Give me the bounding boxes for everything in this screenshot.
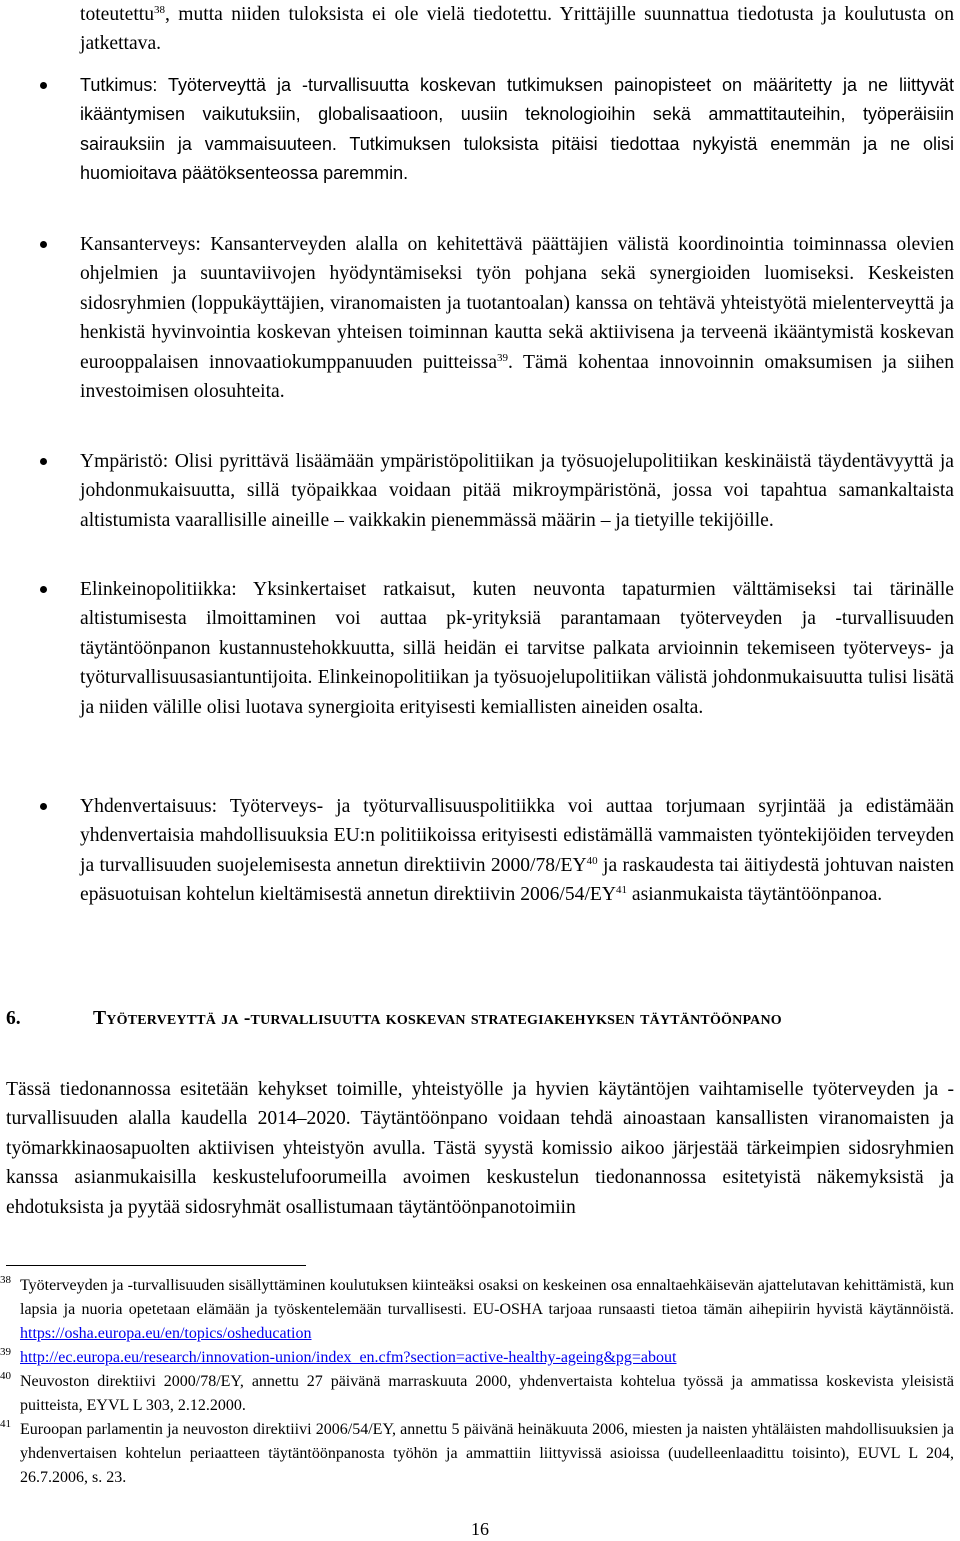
bullet-industry	[80, 575, 954, 722]
public-health-text: Kansanterveys: Kansanterveyden alalla on kehitettävä päättäjien välistä koordinointia toiminnassa olevien ohjelmien ja suuntaviivojen hyödyntämiseksi työn pohjana sekä synergioiden luomiseksi. Keskeisten sidosryhmien (loppukäyttäjien, viranomaisten ja tuotantoalan) kanssa on tehtävä yhteistyötä mielenterveyttä ja henkistä hyvinvointia koskevan yhteisen toiminnan kautta sekä aktiivisena ja terveenä ikääntymistä koskevan eurooppalaisen innovaatiokumppanuuden puitteissa	[80, 234, 954, 373]
section-intro-paragraph: Tässä tiedonannossa esitetään kehykset toimille, yhteistyölle ja hyvien käytäntöjen vaihtamiselle työterveyden ja -turvallisuuden alalla kaudella 2014–2020. Täytäntöönpano voidaan tehdä ainoastaan kansallisten viranomaisten ja työmarkkinaosapuolten aktiivisen yhteistyön avulla. Tästä syystä komissio aikoo järjestää tärkeimpien sidosryhmien kanssa asianmukaisilla keskustelufoorumeilla avoimen keskustelun tiedonannossa esitetyistä näkemyksistä ja ehdotuksista ja pyytää sidosryhmät osallistumaan täytäntöönpanotoimiin	[6, 1079, 954, 1218]
footnote-39	[0, 1346, 954, 1370]
bullet-public-health	[80, 230, 954, 406]
footnote-link[interactable]: https://osha.europa.eu/en/topics/osheducation	[20, 1325, 312, 1342]
continuation-paragraph	[80, 0, 954, 59]
equality-text-middle: ja raskaudesta tai äitiydestä johtuvan naisten epäsuotuisan kohtelun kieltämisestä annetun direktiivin 2006/54/EY	[80, 854, 954, 906]
bullet-industry-text: Elinkeinopolitiikka: Yksinkertaiset ratkaisut, kuten neuvonta tapaturmien välttämiseksi tai tärinälle altistumisesta ilmoittaminen voi auttaa pk-yrityksiä parantamaan työterveyden ja -turvallisuuden täytäntöönpanon kustannustehokkuutta, sillä heidän ei tarvitse palkata arvioinnin tekemiseen työterveys- ja työturvallisuusasiantuntijoita. Elinkeinopolitiikan ja työsuojelupolitiikan välistä johdonmukaisuutta tulisi lisätä ja niiden välille olisi luotava synergioita erityisesti kemiallisten aineiden osalta.	[80, 579, 954, 718]
bullet-dot-icon	[40, 803, 47, 810]
footnote-ref-39[interactable]: 39	[497, 351, 509, 364]
continuation-text: toteutettu	[80, 4, 155, 25]
footnote-number: 38	[0, 1274, 11, 1286]
footnote-text: Työterveyden ja -turvallisuuden sisällyttäminen koulutuksen kiinteäksi osaksi on keskeinen osa ennaltaehkäisevän ajattelutavan kehittämistä, kun lapsia ja nuoria opetetaan elämään ja työskentelemään turvallisesti. EU-OSHA tarjoaa runsaasti tietoa tämän aihepiirin hyvistä käytännöistä.	[20, 1277, 954, 1318]
footnote-text: Euroopan parlamentin ja neuvoston direktiivi 2006/54/EY, annettu 5 päivänä heinäkuuta 2006, miesten ja naisten yhtäläisten mahdollisuuksien ja yhdenvertaisen kohtelun periaatteen täytäntöönpanosta työhön ja ammattiin liittyvissä asioissa (uudelleenlaadittu toisinto), EUVL L 204, 26.7.2006, s. 23.	[20, 1421, 954, 1486]
footnote-number: 39	[0, 1346, 11, 1358]
bullet-public-health-text	[80, 230, 954, 406]
continuation-text-end: , mutta niiden tuloksista ei ole vielä tiedotettu. Yrittäjille suunnattua tiedotusta ja koulutusta on jatkettava.	[80, 4, 954, 55]
bullet-research-text: Tutkimus: Työterveyttä ja -turvallisuutta koskevan tutkimuksen painopisteet on määritetty ja ne liittyvät ikääntymisen vaikutuksiin, globalisaatioon, uusiin teknologioihin sekä ammattitauteihin, työperäisiin sairauksiin ja vammaisuuteen. Tutkimuksen tuloksista pitäisi tiedottaa nykyistä enemmän ja ne olisi huomioitava päätöksenteossa paremmin.	[80, 75, 954, 184]
footnote-number: 41	[0, 1418, 11, 1430]
footnote-separator	[6, 1265, 306, 1266]
footnote-ref-40[interactable]: 40	[586, 854, 598, 867]
footnote-38	[0, 1274, 954, 1346]
footnote-link[interactable]: http://ec.europa.eu/research/innovation-union/index_en.cfm?section=active-healthy-ageing&pg=about	[20, 1349, 677, 1366]
footnote-text: Neuvoston direktiivi 2000/78/EY, annettu 27 päivänä marraskuuta 2000, yhdenvertaista kohtelua työssä ja ammatissa koskevista yleisistä puitteista, EYVL L 303, 2.12.2000.	[20, 1373, 954, 1414]
bullet-environment-text: Ympäristö: Olisi pyrittävä lisäämään ympäristöpolitiikan ja työsuojelupolitiikan keskinäistä täydentävyyttä ja johdonmukaisuutta, sillä työpaikkaa voidaan pitää mikroympäristönä, jossa voi tapahtua samankaltaista altistumista vaarallisille aineille – vaikkakin pienemmässä määrin – ja tietyille tekijöille.	[80, 451, 954, 531]
section-number: 6.	[6, 1008, 21, 1029]
footnotes	[0, 1274, 954, 1490]
footnote-ref-38[interactable]: 38	[154, 4, 166, 16]
bullet-equality-text	[80, 792, 954, 910]
bullet-research	[80, 71, 954, 189]
bullet-environment	[80, 447, 954, 535]
equality-text-end: asianmukaista täytäntöönpanoa.	[627, 884, 883, 906]
footnote-number: 40	[0, 1370, 11, 1382]
bullet-equality	[80, 792, 954, 910]
section-heading	[6, 1004, 954, 1034]
section-title: Työterveyttä ja -turvallisuutta koskevan strategiakehyksen täytäntöönpano	[93, 1008, 782, 1029]
footnote-41	[0, 1418, 954, 1490]
public-health-text-end: . Tämä kohentaa innovoinnin omaksumisen ja siihen investoimisen olosuhteita.	[80, 351, 954, 403]
footnote-ref-41[interactable]: 41	[616, 884, 628, 897]
bullet-dot-icon	[40, 241, 47, 248]
equality-text: Yhdenvertaisuus: Työterveys- ja työturvallisuuspolitiikka voi auttaa torjumaan syrjintää ja edistämään yhdenvertaisia mahdollisuuksia EU:n politiikoissa erityisesti edistämällä vammaisten työntekijöiden terveyden ja turvallisuuden suojelemisesta annetun direktiivin 2000/78/EY	[80, 796, 954, 876]
bullet-dot-icon	[40, 586, 47, 593]
footnote-40	[0, 1370, 954, 1418]
bullet-dot-icon	[40, 458, 47, 465]
bullet-dot-icon	[40, 82, 47, 89]
page-number: 16	[471, 1519, 489, 1539]
